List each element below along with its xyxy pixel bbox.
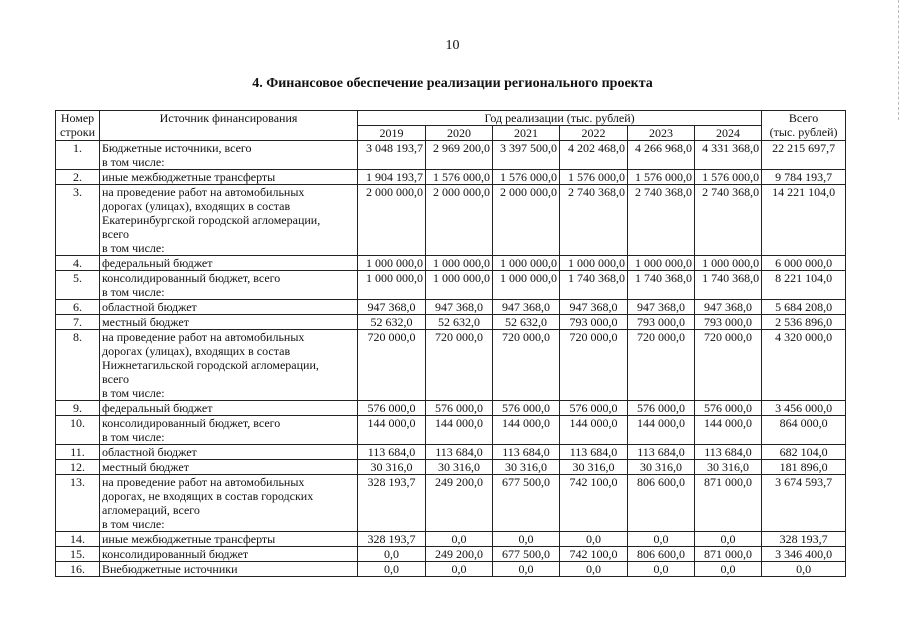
year-value: 328 193,7 <box>358 532 426 547</box>
row-total: 0,0 <box>762 562 846 577</box>
year-value: 2 740 368,0 <box>560 185 628 256</box>
year-value: 2 969 200,0 <box>426 141 493 170</box>
row-source-line: консолидированный бюджет, всего <box>102 416 281 430</box>
header-row-number <box>56 111 100 141</box>
table-body <box>56 141 846 577</box>
year-value: 30 316,0 <box>695 460 762 475</box>
row-number: 10. <box>56 416 100 445</box>
year-value: 947 368,0 <box>426 300 493 315</box>
table-row <box>56 271 846 300</box>
year-value: 144 000,0 <box>493 416 560 445</box>
row-total: 682 104,0 <box>762 445 846 460</box>
row-source <box>100 141 358 170</box>
row-source <box>100 330 358 401</box>
table-row <box>56 416 846 445</box>
table-row <box>56 256 846 271</box>
header-year: 2020 <box>426 126 493 141</box>
row-source-line: областной бюджет <box>102 300 197 314</box>
row-source-line: областной бюджет <box>102 445 197 459</box>
year-value: 576 000,0 <box>493 401 560 416</box>
year-value: 52 632,0 <box>426 315 493 330</box>
year-value: 144 000,0 <box>426 416 493 445</box>
row-number: 5. <box>56 271 100 300</box>
row-total: 328 193,7 <box>762 532 846 547</box>
year-value: 113 684,0 <box>426 445 493 460</box>
year-value: 0,0 <box>426 532 493 547</box>
year-value: 720 000,0 <box>628 330 695 401</box>
year-value: 30 316,0 <box>426 460 493 475</box>
year-value: 720 000,0 <box>695 330 762 401</box>
row-source-line: на проведение работ на автомобильных <box>102 475 305 489</box>
year-value: 1 576 000,0 <box>695 170 762 185</box>
row-source-line: всего <box>102 372 130 386</box>
table-row <box>56 445 846 460</box>
header-years-group: Год реализации (тыс. рублей) <box>358 111 762 126</box>
row-number: 15. <box>56 547 100 562</box>
row-source-line: консолидированный бюджет, всего <box>102 271 281 285</box>
row-total: 3 456 000,0 <box>762 401 846 416</box>
year-value: 793 000,0 <box>560 315 628 330</box>
year-value: 720 000,0 <box>560 330 628 401</box>
row-source-line: Нижнетагильской городской агломерации, <box>102 358 319 372</box>
year-value: 113 684,0 <box>493 445 560 460</box>
year-value: 0,0 <box>560 532 628 547</box>
year-value: 947 368,0 <box>695 300 762 315</box>
row-total: 4 320 000,0 <box>762 330 846 401</box>
year-value: 1 000 000,0 <box>560 256 628 271</box>
year-value: 2 000 000,0 <box>493 185 560 256</box>
row-total: 3 674 593,7 <box>762 475 846 532</box>
year-value: 0,0 <box>358 562 426 577</box>
year-value: 30 316,0 <box>560 460 628 475</box>
header-row-number-line1: Номер <box>60 111 95 125</box>
header-year: 2022 <box>560 126 628 141</box>
row-source-line: консолидированный бюджет <box>102 547 249 561</box>
year-value: 113 684,0 <box>628 445 695 460</box>
row-source <box>100 416 358 445</box>
year-value: 113 684,0 <box>358 445 426 460</box>
row-source-line: иные межбюджетные трансферты <box>102 532 276 546</box>
row-number: 11. <box>56 445 100 460</box>
row-source-line: местный бюджет <box>102 315 189 329</box>
row-source <box>100 460 358 475</box>
year-value: 947 368,0 <box>560 300 628 315</box>
year-value: 720 000,0 <box>358 330 426 401</box>
row-total: 14 221 104,0 <box>762 185 846 256</box>
table-row <box>56 300 846 315</box>
year-value: 871 000,0 <box>695 547 762 562</box>
row-source-line: Бюджетные источники, всего <box>102 141 252 155</box>
year-value: 3 048 193,7 <box>358 141 426 170</box>
row-total: 3 346 400,0 <box>762 547 846 562</box>
table-row <box>56 562 846 577</box>
row-number: 3. <box>56 185 100 256</box>
row-source-line: дорогах (улицах), входящих в состав <box>102 199 291 213</box>
row-source <box>100 256 358 271</box>
row-source-line: федеральный бюджет <box>102 256 213 270</box>
table-row <box>56 547 846 562</box>
row-source <box>100 271 358 300</box>
page-number: 10 <box>445 38 460 53</box>
year-value: 806 600,0 <box>628 475 695 532</box>
year-value: 1 576 000,0 <box>628 170 695 185</box>
year-value: 0,0 <box>628 562 695 577</box>
row-source <box>100 532 358 547</box>
year-value: 1 904 193,7 <box>358 170 426 185</box>
row-source <box>100 475 358 532</box>
row-source-line: в том числе: <box>102 430 165 444</box>
table-row <box>56 532 846 547</box>
year-value: 0,0 <box>493 532 560 547</box>
year-value: 52 632,0 <box>358 315 426 330</box>
year-value: 30 316,0 <box>493 460 560 475</box>
year-value: 113 684,0 <box>560 445 628 460</box>
year-value: 2 740 368,0 <box>695 185 762 256</box>
year-value: 0,0 <box>560 562 628 577</box>
year-value: 144 000,0 <box>560 416 628 445</box>
table-row <box>56 401 846 416</box>
table-row <box>56 141 846 170</box>
table-row <box>56 170 846 185</box>
row-total: 2 536 896,0 <box>762 315 846 330</box>
year-value: 576 000,0 <box>426 401 493 416</box>
section-title: 4. Финансовое обеспечение реализации регионального проекта <box>252 76 653 91</box>
year-value: 30 316,0 <box>628 460 695 475</box>
year-value: 1 000 000,0 <box>493 271 560 300</box>
year-value: 2 740 368,0 <box>628 185 695 256</box>
table-row <box>56 460 846 475</box>
year-value: 947 368,0 <box>493 300 560 315</box>
year-value: 328 193,7 <box>358 475 426 532</box>
year-value: 720 000,0 <box>493 330 560 401</box>
financing-table <box>55 110 846 577</box>
row-source <box>100 401 358 416</box>
header-row-number-line2: строки <box>60 125 95 139</box>
year-value: 3 397 500,0 <box>493 141 560 170</box>
table-row <box>56 315 846 330</box>
row-total: 181 896,0 <box>762 460 846 475</box>
year-value: 947 368,0 <box>358 300 426 315</box>
header-total-line1: Всего <box>788 111 819 125</box>
row-number: 6. <box>56 300 100 315</box>
row-number: 8. <box>56 330 100 401</box>
year-value: 1 576 000,0 <box>426 170 493 185</box>
year-value: 742 100,0 <box>560 475 628 532</box>
row-number: 13. <box>56 475 100 532</box>
year-value: 576 000,0 <box>628 401 695 416</box>
row-number: 7. <box>56 315 100 330</box>
year-value: 0,0 <box>426 562 493 577</box>
year-value: 806 600,0 <box>628 547 695 562</box>
year-value: 144 000,0 <box>358 416 426 445</box>
row-source <box>100 562 358 577</box>
header-total-line2: (тыс. рублей) <box>769 125 838 139</box>
year-value: 0,0 <box>695 532 762 547</box>
year-value: 1 740 368,0 <box>560 271 628 300</box>
year-value: 793 000,0 <box>695 315 762 330</box>
year-value: 576 000,0 <box>358 401 426 416</box>
header-row-1 <box>56 111 846 126</box>
year-value: 1 000 000,0 <box>628 256 695 271</box>
header-year: 2021 <box>493 126 560 141</box>
row-number: 12. <box>56 460 100 475</box>
year-value: 947 368,0 <box>628 300 695 315</box>
row-source-line: на проведение работ на автомобильных <box>102 330 305 344</box>
row-number: 1. <box>56 141 100 170</box>
year-value: 2 000 000,0 <box>426 185 493 256</box>
year-value: 249 200,0 <box>426 547 493 562</box>
header-total <box>762 111 846 141</box>
row-total: 8 221 104,0 <box>762 271 846 300</box>
year-value: 144 000,0 <box>695 416 762 445</box>
row-total: 9 784 193,7 <box>762 170 846 185</box>
row-source-line: в том числе: <box>102 386 165 400</box>
row-source-line: в том числе: <box>102 155 165 169</box>
row-source-line: Внебюджетные источники <box>102 562 238 576</box>
header-year: 2024 <box>695 126 762 141</box>
year-value: 1 000 000,0 <box>695 256 762 271</box>
row-source <box>100 315 358 330</box>
year-value: 4 331 368,0 <box>695 141 762 170</box>
row-source <box>100 300 358 315</box>
row-source <box>100 185 358 256</box>
year-value: 1 576 000,0 <box>560 170 628 185</box>
table-row <box>56 475 846 532</box>
year-value: 1 000 000,0 <box>358 256 426 271</box>
year-value: 30 316,0 <box>358 460 426 475</box>
row-source-line: в том числе: <box>102 241 165 255</box>
year-value: 871 000,0 <box>695 475 762 532</box>
row-number: 14. <box>56 532 100 547</box>
year-value: 720 000,0 <box>426 330 493 401</box>
row-number: 4. <box>56 256 100 271</box>
year-value: 677 500,0 <box>493 547 560 562</box>
row-source-line: Екатеринбургской городской агломерации, <box>102 213 321 227</box>
year-value: 1 740 368,0 <box>695 271 762 300</box>
year-value: 1 576 000,0 <box>493 170 560 185</box>
year-value: 677 500,0 <box>493 475 560 532</box>
row-total: 5 684 208,0 <box>762 300 846 315</box>
header-year: 2023 <box>628 126 695 141</box>
year-value: 249 200,0 <box>426 475 493 532</box>
row-total: 6 000 000,0 <box>762 256 846 271</box>
row-source-line: иные межбюджетные трансферты <box>102 170 276 184</box>
row-number: 16. <box>56 562 100 577</box>
table-row <box>56 330 846 401</box>
year-value: 0,0 <box>493 562 560 577</box>
row-total: 22 215 697,7 <box>762 141 846 170</box>
year-value: 1 000 000,0 <box>426 256 493 271</box>
header-year: 2019 <box>358 126 426 141</box>
year-value: 576 000,0 <box>560 401 628 416</box>
row-total: 864 000,0 <box>762 416 846 445</box>
row-source <box>100 445 358 460</box>
row-source-line: в том числе: <box>102 285 165 299</box>
table-row <box>56 185 846 256</box>
year-value: 1 000 000,0 <box>426 271 493 300</box>
year-value: 2 000 000,0 <box>358 185 426 256</box>
year-value: 0,0 <box>695 562 762 577</box>
year-value: 742 100,0 <box>560 547 628 562</box>
row-source <box>100 547 358 562</box>
row-number: 9. <box>56 401 100 416</box>
row-source-line: дорогах (улицах), входящих в состав <box>102 344 291 358</box>
year-value: 793 000,0 <box>628 315 695 330</box>
year-value: 144 000,0 <box>628 416 695 445</box>
year-value: 0,0 <box>358 547 426 562</box>
row-source-line: всего <box>102 227 130 241</box>
header-source: Источник финансирования <box>100 111 358 141</box>
year-value: 1 000 000,0 <box>358 271 426 300</box>
row-source-line: дорогах, не входящих в состав городских <box>102 489 314 503</box>
year-value: 113 684,0 <box>695 445 762 460</box>
year-value: 0,0 <box>628 532 695 547</box>
year-value: 4 266 968,0 <box>628 141 695 170</box>
row-source <box>100 170 358 185</box>
row-source-line: на проведение работ на автомобильных <box>102 185 305 199</box>
page-edge-mark <box>896 0 899 120</box>
row-source-line: федеральный бюджет <box>102 401 213 415</box>
row-number: 2. <box>56 170 100 185</box>
year-value: 4 202 468,0 <box>560 141 628 170</box>
row-source-line: местный бюджет <box>102 460 189 474</box>
year-value: 576 000,0 <box>695 401 762 416</box>
year-value: 52 632,0 <box>493 315 560 330</box>
row-source-line: агломераций, всего <box>102 503 200 517</box>
year-value: 1 740 368,0 <box>628 271 695 300</box>
row-source-line: в том числе: <box>102 517 165 531</box>
year-value: 1 000 000,0 <box>493 256 560 271</box>
